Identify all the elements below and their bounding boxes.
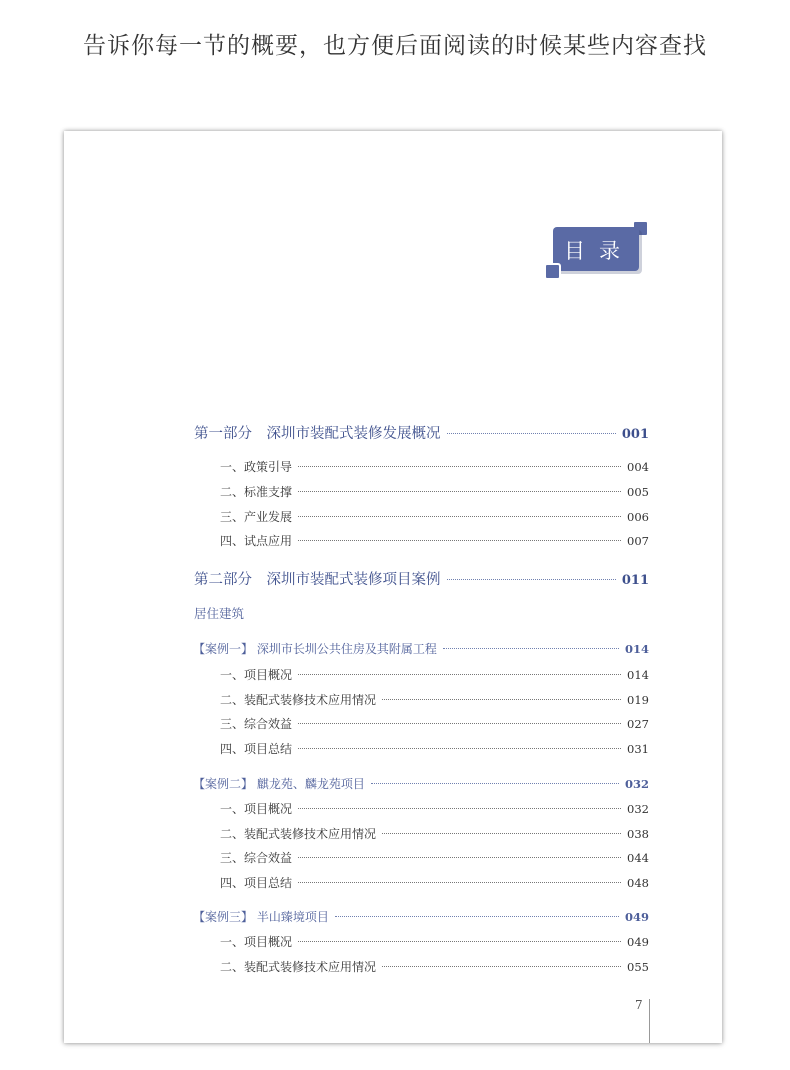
toc-item[interactable] bbox=[220, 691, 649, 708]
page-number: 7 bbox=[635, 998, 643, 1012]
toc-page-number: 027 bbox=[627, 717, 649, 731]
page-number-rule bbox=[649, 999, 650, 1043]
toc-title: 目录 bbox=[564, 239, 634, 263]
toc-item-label: 二、装配式装修技术应用情况 bbox=[220, 960, 377, 974]
toc-item-label: 一、政策引导 bbox=[220, 460, 293, 474]
toc-page-number: 014 bbox=[624, 642, 649, 656]
toc-item[interactable] bbox=[220, 458, 649, 475]
toc-item[interactable] bbox=[220, 825, 649, 842]
toc-case-3[interactable] bbox=[193, 908, 649, 925]
toc-page-number: 038 bbox=[627, 827, 649, 841]
leader-dots bbox=[298, 882, 621, 883]
toc-page-number: 032 bbox=[624, 777, 649, 791]
toc-item-label: 三、综合效益 bbox=[220, 717, 293, 731]
toc-item-label: 四、项目总结 bbox=[220, 876, 293, 890]
toc-page-number: 007 bbox=[627, 534, 649, 548]
toc-item[interactable] bbox=[220, 740, 649, 757]
toc-case-1[interactable] bbox=[193, 640, 649, 657]
toc-item[interactable] bbox=[220, 715, 649, 732]
toc-page-number: 006 bbox=[627, 510, 649, 524]
toc-page-number: 014 bbox=[627, 668, 649, 682]
table-of-contents bbox=[64, 131, 722, 1043]
leader-dots bbox=[298, 857, 621, 858]
leader-dots bbox=[447, 579, 616, 580]
toc-page-number: 032 bbox=[627, 802, 649, 816]
toc-item-label: 一、项目概况 bbox=[220, 802, 293, 816]
toc-item[interactable] bbox=[220, 933, 649, 950]
toc-page-number: 048 bbox=[627, 876, 649, 890]
toc-item[interactable] bbox=[220, 483, 649, 500]
toc-item-label: 二、装配式装修技术应用情况 bbox=[220, 827, 377, 841]
leader-dots bbox=[443, 648, 619, 649]
toc-item-label: 三、产业发展 bbox=[220, 510, 293, 524]
leader-dots bbox=[298, 808, 621, 809]
toc-item-label: 四、试点应用 bbox=[220, 534, 293, 548]
toc-page-number: 049 bbox=[627, 935, 649, 949]
toc-item[interactable] bbox=[220, 666, 649, 683]
toc-page-number: 031 bbox=[627, 742, 649, 756]
toc-section-heading: 居住建筑 bbox=[194, 606, 245, 621]
toc-part-2[interactable] bbox=[194, 568, 649, 589]
toc-page-number: 005 bbox=[627, 485, 649, 499]
toc-part-1[interactable] bbox=[194, 422, 649, 443]
toc-item-label: 一、项目概况 bbox=[220, 935, 293, 949]
toc-page-number: 055 bbox=[627, 960, 649, 974]
leader-dots bbox=[298, 516, 621, 517]
book-page bbox=[64, 131, 722, 1043]
toc-part-label: 第二部分 深圳市装配式装修项目案例 bbox=[194, 572, 441, 588]
leader-dots bbox=[382, 699, 621, 700]
toc-item[interactable] bbox=[220, 800, 649, 817]
leader-dots bbox=[298, 723, 621, 724]
toc-part-label: 第一部分 深圳市装配式装修发展概况 bbox=[194, 426, 441, 442]
leader-dots bbox=[298, 540, 621, 541]
toc-page-number: 049 bbox=[624, 910, 649, 924]
toc-item-label: 二、装配式装修技术应用情况 bbox=[220, 693, 377, 707]
leader-dots bbox=[298, 941, 621, 942]
toc-item[interactable] bbox=[220, 874, 649, 891]
toc-item-label: 一、项目概况 bbox=[220, 668, 293, 682]
toc-case-label: 【案例三】 半山臻境项目 bbox=[193, 910, 329, 924]
leader-dots bbox=[447, 433, 616, 434]
leader-dots bbox=[382, 833, 621, 834]
leader-dots bbox=[298, 748, 621, 749]
toc-item-label: 四、项目总结 bbox=[220, 742, 293, 756]
toc-item[interactable] bbox=[220, 508, 649, 525]
toc-item[interactable] bbox=[220, 958, 649, 975]
toc-page-number: 044 bbox=[627, 851, 649, 865]
toc-case-2[interactable] bbox=[193, 775, 649, 792]
leader-dots bbox=[371, 783, 619, 784]
toc-page-number: 019 bbox=[627, 693, 649, 707]
toc-case-label: 【案例一】 深圳市长圳公共住房及其附属工程 bbox=[193, 642, 437, 656]
toc-item[interactable] bbox=[220, 532, 649, 549]
toc-page-number: 001 bbox=[621, 427, 649, 442]
toc-item-label: 三、综合效益 bbox=[220, 851, 293, 865]
leader-dots bbox=[298, 491, 621, 492]
toc-case-label: 【案例二】 麒龙苑、麟龙苑项目 bbox=[193, 777, 365, 791]
leader-dots bbox=[382, 966, 621, 967]
toc-item[interactable] bbox=[220, 849, 649, 866]
toc-item-label: 二、标准支撑 bbox=[220, 485, 293, 499]
leader-dots bbox=[298, 674, 621, 675]
caption: 告诉你每一节的概要，也方便后面阅读的时候某些内容查找 bbox=[83, 33, 707, 59]
leader-dots bbox=[335, 916, 619, 917]
toc-page-number: 011 bbox=[621, 573, 649, 588]
toc-page-number: 004 bbox=[627, 460, 649, 474]
leader-dots bbox=[298, 466, 621, 467]
